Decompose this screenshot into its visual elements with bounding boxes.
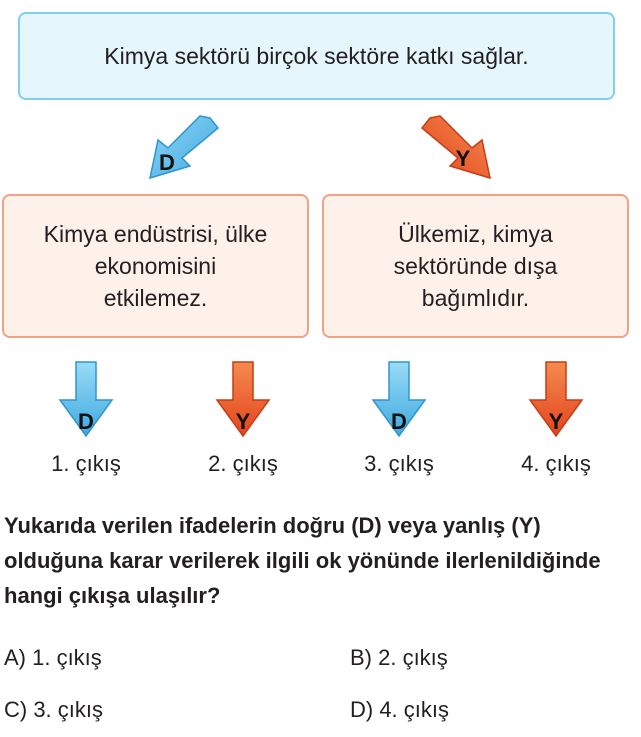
exit-3-label: 3. çıkış bbox=[364, 451, 434, 476]
exit-4-letter: Y bbox=[548, 409, 564, 434]
exit-2-letter: Y bbox=[235, 409, 251, 434]
left-branch-letter: D bbox=[159, 150, 175, 175]
question-text: Yukarıda verilen ifadelerin doğru (D) veya yanlış (Y) olduğuna karar verilerek ilgili ok yönünde ilerlenildiğinde hangi çıkışa ulaşılır? bbox=[4, 513, 601, 608]
left-statement-line: ekonomisini bbox=[94, 253, 217, 279]
option-a[interactable]: A) 1. çıkış bbox=[4, 645, 102, 670]
left-statement-box bbox=[2, 194, 309, 338]
option-b[interactable]: B) 2. çıkış bbox=[350, 645, 448, 670]
right-statement-line: sektöründe dışa bbox=[393, 253, 558, 279]
exit-1-letter: D bbox=[78, 409, 94, 434]
top-statement: Kimya sektörü birçok sektöre katkı sağlar. bbox=[104, 42, 529, 69]
right-statement-line: bağımlıdır. bbox=[421, 285, 530, 311]
right-statement-line: Ülkemiz, kimya bbox=[398, 221, 553, 247]
left-statement-line: Kimya endüstrisi, ülke bbox=[43, 221, 268, 247]
top-statement-box bbox=[18, 12, 615, 100]
exit-3-letter: D bbox=[391, 409, 407, 434]
option-d[interactable]: D) 4. çıkış bbox=[350, 697, 450, 722]
exit-4-label: 4. çıkış bbox=[521, 451, 591, 476]
exit-2-label: 2. çıkış bbox=[208, 451, 278, 476]
option-c[interactable]: C) 3. çıkış bbox=[4, 697, 104, 722]
right-branch-letter: Y bbox=[455, 146, 471, 171]
right-statement-box bbox=[322, 194, 629, 338]
left-statement-line: etkilemez. bbox=[103, 285, 208, 311]
exit-1-label: 1. çıkış bbox=[51, 451, 121, 476]
